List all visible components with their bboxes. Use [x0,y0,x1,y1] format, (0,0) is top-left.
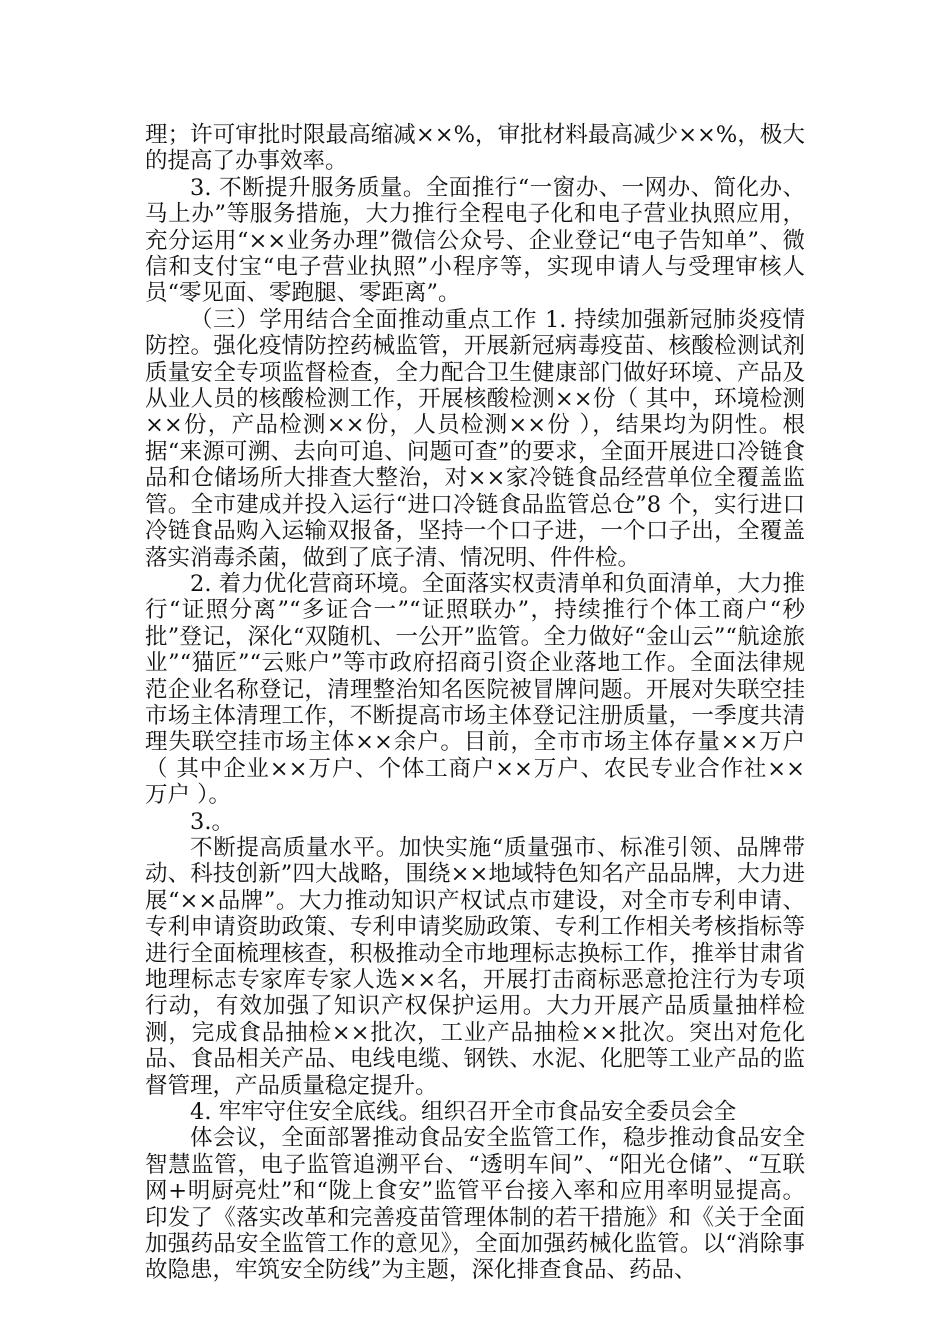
paragraph-quality-level: 不断提高质量水平。加快实施“质量强市、标准引领、品牌带动、科技创新”四大战略，围绕××地域特色知名产品品牌，大力进展“××品牌”。大力推动知识产权试点市建设，对全市专利申请、专利申请资助政策、专利申请奖励政策、专利工作相关考核指标等进行全面梳理核查，积极推动全市地理标志换标工作，推举甘肃省地理标志专家库专家人选××名，开展打击商标恶意抢注行为专项行动，有效加强了知识产权保护运用。大力开展产品质量抽样检测，完成食品抽检××批次，工业产品抽检××批次。突出对危化品、食品相关产品、电线电缆、钢铁、水泥、化肥等工业产品的监督管理，产品质量稳定提升。 [145,834,805,1099]
paragraph-safety-body: 体会议，全面部署推动食品安全监管工作，稳步推动食品安全智慧监管，电子监管追溯平台、“透明车间”、“阳光仓储”、“互联网+明厨亮灶”和“陇上食安”监管平台接入率和应用率明显提高。印发了《落实改革和完善疫苗管理体制的若干措施》和《关于全面加强药品安全监管工作的意见》，全面加强药械化监管。以“消除事故隐患，牢筑安全防线”为主题，深化排查食品、药品、 [145,1125,805,1284]
document-body [145,122,805,1284]
paragraph-item-3-number: 3.。 [190,808,234,835]
paragraph-approval-efficiency: 理；许可审批时限最高缩减××%，审批材料最高减少××%，极大的提高了办事效率。 [145,122,805,175]
paragraph-service-quality: 3. 不断提升服务质量。全面推行“一窗办、一网办、简化办、马上办”等服务措施，大力推行全程电子化和电子营业执照应用，充分运用“××业务办理”微信公众号、企业登记“电子告知单”、微信和支付宝“电子营业执照”小程序等，实现申请人与受理审核人员“零见面、零跑腿、零距离”。 [145,174,805,307]
paragraph-business-environment: 2. 着力优化营商环境。全面落实权责清单和负面清单，大力推行“证照分离”“多证合一”“证照联办”，持续推行个体工商户“秒批”登记，深化“双随机、一公开”监管。全力做好“金山云”“航途旅业”“猫匠”“云账户”等市政府招商引资企业落地工作。全面法律规范企业名称登记，清理整治知名医院被冒牌问题。开展对失联空挂市场主体清理工作，不断提高市场主体登记注册质量，一季度共清理失联空挂市场主体××余户。目前，全市市场主体存量××万户（ 其中企业××万户、个体工商户××万户、农民专业合作社××万户 ）。 [145,570,805,809]
paragraph-safety-heading: 4. 牢牢守住安全底线。组织召开全市食品安全委员会全 [190,1099,737,1126]
paragraph-epidemic-control: （三）学用结合全面推动重点工作 1. 持续加强新冠肺炎疫情防控。强化疫情防控药械监管，开展新冠病毒疫苗、核酸检测试剂质量安全专项监督检查，全力配合卫生健康部门做好环境、产品及从业人员的核酸检测工作，开展核酸检测××份（ 其中，环境检测××份，产品检测××份，人员检测××份 ），结果均为阴性。根据“来源可溯、去向可追、问题可查”的要求，全面开展进口冷链食品和仓储场所大排查大整治，对××家冷链食品经营单位全覆盖监管。全市建成并投入运行“进口冷链食品监管总仓”8 个，实行进口冷链食品购入运输双报备，坚持一个口子进，一个口子出，全覆盖落实消毒杀菌，做到了底子清、情况明、件件检。 [145,306,805,571]
